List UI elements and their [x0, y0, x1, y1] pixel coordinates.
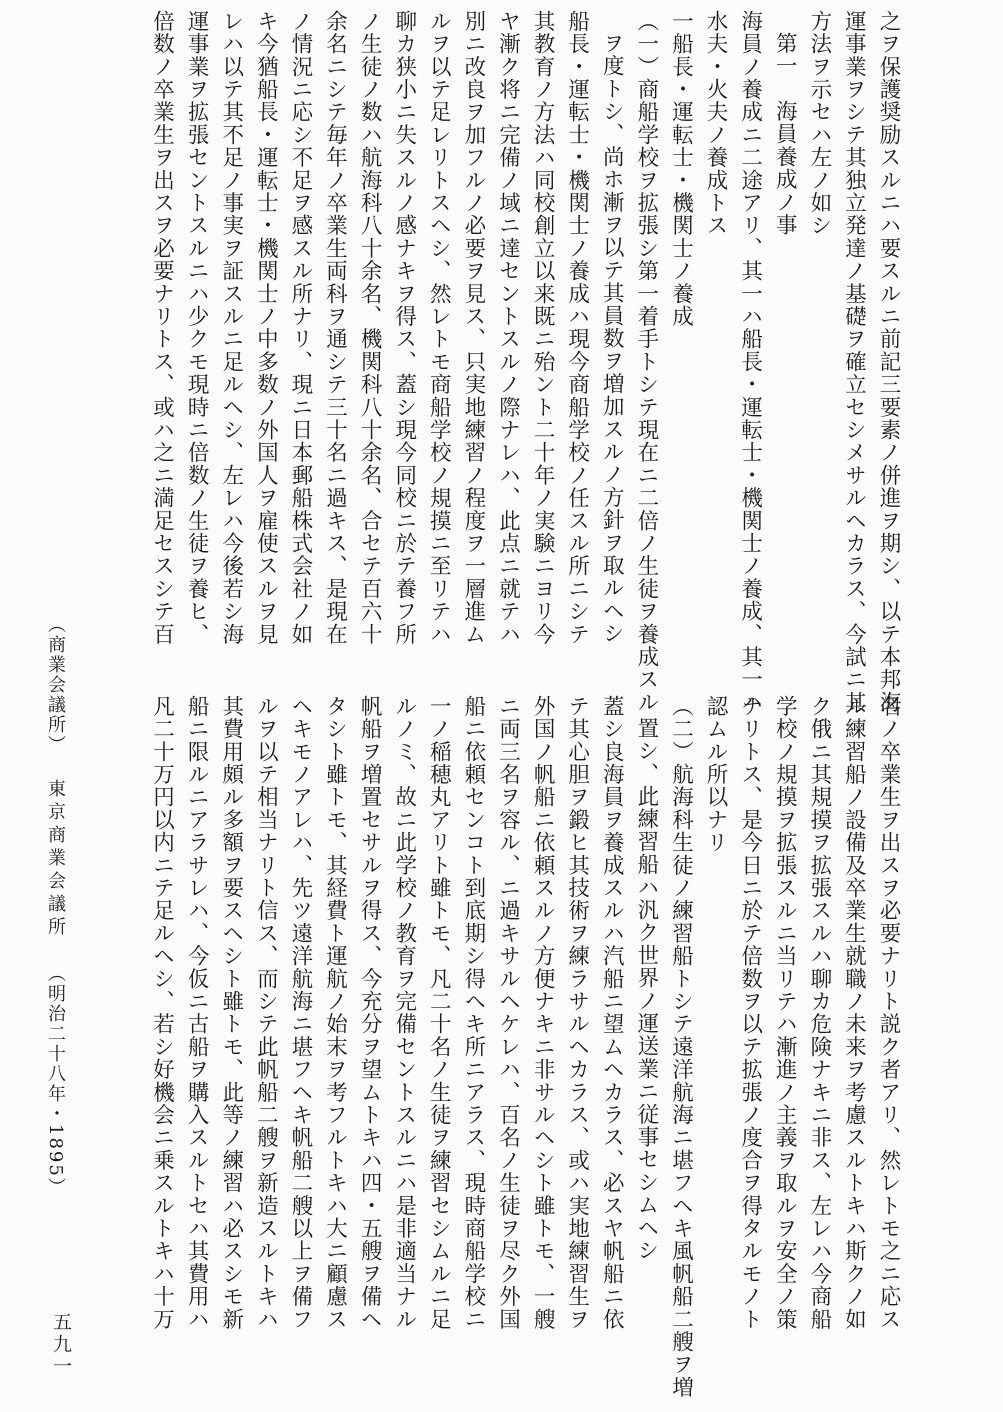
text-column: 船ニ依頼センコト到底期シ得ヘキ所ニアラス、現時商船学校ニ — [460, 695, 486, 1331]
text-column: 船長・運転士・機関士ノ養成ハ現今商船学校ノ任スル所ニシテ — [564, 10, 590, 646]
text-column: 別ニ改良ヲ加フルノ必要ヲ見ス、只実地練習ノ程度ヲ一層進ム — [460, 10, 486, 646]
text-column: 聊カ狭小ニ失スルノ感ナキヲ得ス、蓋シ現今同校ニ於テ養フ所 — [391, 10, 417, 646]
text-column: （一）商船学校ヲ拡張シ第一着手トシテ現在ニ二倍ノ生徒ヲ養成スル — [633, 10, 659, 714]
text-column: 運事業ヲ拡張セントスルニハ少クモ現時ニ倍数ノ生徒ヲ養ヒ、 — [184, 10, 210, 646]
text-column: 学校ノ規摸ヲ拡張スルニ当リテハ漸進ノ主義ヲ取ルヲ安全ノ策 — [772, 695, 798, 1331]
footer-date: （明治二十八年・1895） — [45, 964, 66, 1198]
text-column: 船ニ限ルニアラサレハ、今仮ニ古船ヲ購入スルトセハ其費用ハ — [184, 695, 210, 1331]
text-column: 方法ヲ示セハ左ノ如シ — [806, 10, 832, 237]
text-column: レハ以テ其不足ノ事実ヲ証スルニ足ルヘシ、左レハ今後若シ海 — [218, 10, 244, 646]
text-column: キ今猶船長・運転士・機関士ノ中多数ノ外国人ヲ雇使スルヲ見 — [253, 10, 279, 646]
text-column: ニ両三名ヲ容ル、ニ過キサルヘケレハ、百名ノ生徒ヲ尽ク外国 — [495, 695, 521, 1331]
text-column: テ其心胆ヲ鍛ヒ其技術ヲ練ラサルヘカラス、或ハ実地練習生ヲ — [564, 695, 590, 1331]
text-column: 一船長・運転士・機関士ノ養成 — [668, 10, 694, 328]
text-column: 蓋シ良海員ヲ養成スルハ汽船ニ望ムヘカラス、必スヤ帆船ニ依 — [599, 695, 625, 1331]
text-column: 其教育ノ方法ハ同校創立以来既ニ殆ント二十年ノ実験ニヨリ今 — [530, 10, 556, 646]
text-column: ル練習船ノ設備及卒業生就職ノ未来ヲ考慮スルトキハ斯クノ如 — [841, 695, 867, 1331]
text-column: 凡二十万円以内ニテ足ルヘシ、若シ好機会ニ乗スルトキハ十万 — [149, 695, 175, 1331]
text-column: 海員ノ養成ニ二途アリ、其一ハ船長・運転士・機関士ノ養成、其一ハ — [737, 10, 763, 714]
page-number: 五九一 — [50, 1312, 72, 1378]
text-column: ヘキモノアレハ、先ツ遠洋航海ニ堪フヘキ帆船二艘以上ヲ備フ — [287, 695, 313, 1331]
text-column: 倍数ノ卒業生ヲ出スヲ必要ナリトス、或ハ之ニ満足セスシテ百 — [149, 10, 175, 646]
text-column: 運事業ヲシテ其独立発達ノ基礎ヲ確立セシメサルヘカラス、今試ニ其 — [841, 10, 867, 714]
text-column: 置シ、此練習船ハ汎ク世界ノ運送業ニ従事セシムヘシ — [633, 716, 659, 1262]
text-column: 外国ノ帆船ニ依頼スルノ方便ナキニ非サルヘシト雖トモ、一艘 — [530, 695, 556, 1331]
text-column: 余名ニシテ毎年ノ卒業生両科ヲ通シテ三十名ニ過キス、是現在 — [322, 10, 348, 646]
text-column: タシト雖トモ、其経費ト運航ノ始末ヲ考フルトキハ大ニ顧慮ス — [322, 695, 348, 1331]
text-column: 帆船ヲ増置セサルヲ得ス、今充分ヲ望ムトキハ四・五艘ヲ備ヘ — [357, 695, 383, 1331]
lower-text-block — [85, 695, 905, 1399]
upper-text-block — [85, 10, 905, 714]
text-column: 認ムル所以ナリ — [703, 695, 729, 854]
text-column: 名ノ卒業生ヲ出スヲ必要ナリト説ク者アリ、然レトモ之ニ応ス — [876, 695, 901, 1331]
text-column: ノ生徒ノ数ハ航海科八十余名、機関科八十余名、合セテ百六十 — [357, 10, 383, 646]
text-column: ヤ漸ク将ニ完備ノ域ニ達セントスルノ際ナレハ、此点ニ就テハ — [495, 10, 521, 646]
text-column: 水夫・火夫ノ養成トス — [703, 10, 729, 237]
footer-organization: 東京商業会議所 — [45, 779, 66, 940]
text-column: ルヲ以テ相当ナリト信ス、而シテ此帆船二艘ヲ新造スルトキハ — [253, 695, 279, 1331]
text-column: 一ノ稲穂丸アリト雖トモ、凡二十名ノ生徒ヲ練習セシムルニ足 — [426, 695, 452, 1331]
text-column: 之ヲ保護奨励スルニハ要スルニ前記三要素ノ併進ヲ期シ、以テ本邦海 — [876, 10, 901, 714]
footer-citation — [42, 615, 68, 1198]
text-column: 第一 海員養成ノ事 — [772, 31, 798, 236]
text-column: （二）航海科生徒ノ練習船トシテ遠洋航海ニ堪フヘキ風帆船二艘ヲ増 — [668, 695, 694, 1399]
text-column: ルヲ以テ足レリトスヘシ、然レトモ商船学校ノ規摸ニ至リテハ — [426, 10, 452, 646]
footer-source: （商業会議所） — [45, 615, 66, 755]
text-column: 其費用頗ル多額ヲ要スヘシト雖トモ、此等ノ練習ハ必スシモ新 — [218, 695, 244, 1331]
text-column: ナリトス、是今日ニ於テ倍数ヲ以テ拡張ノ度合ヲ得タルモノト — [737, 695, 763, 1331]
text-column: ルノミ、故ニ此学校ノ教育ヲ完備セントスルニハ是非適当ナル — [391, 695, 417, 1331]
text-column: ク俄ニ其規摸ヲ拡張スルハ聊カ危険ナキニ非ス、左レハ今商船 — [806, 695, 832, 1331]
text-column: ノ情況ニ応シ不足ヲ感スル所ナリ、現ニ日本郵船株式会社ノ如 — [287, 10, 313, 646]
text-column: ヲ度トシ、尚ホ漸ヲ以テ其員数ヲ増加スルノ方針ヲ取ルヘシ — [599, 31, 625, 645]
